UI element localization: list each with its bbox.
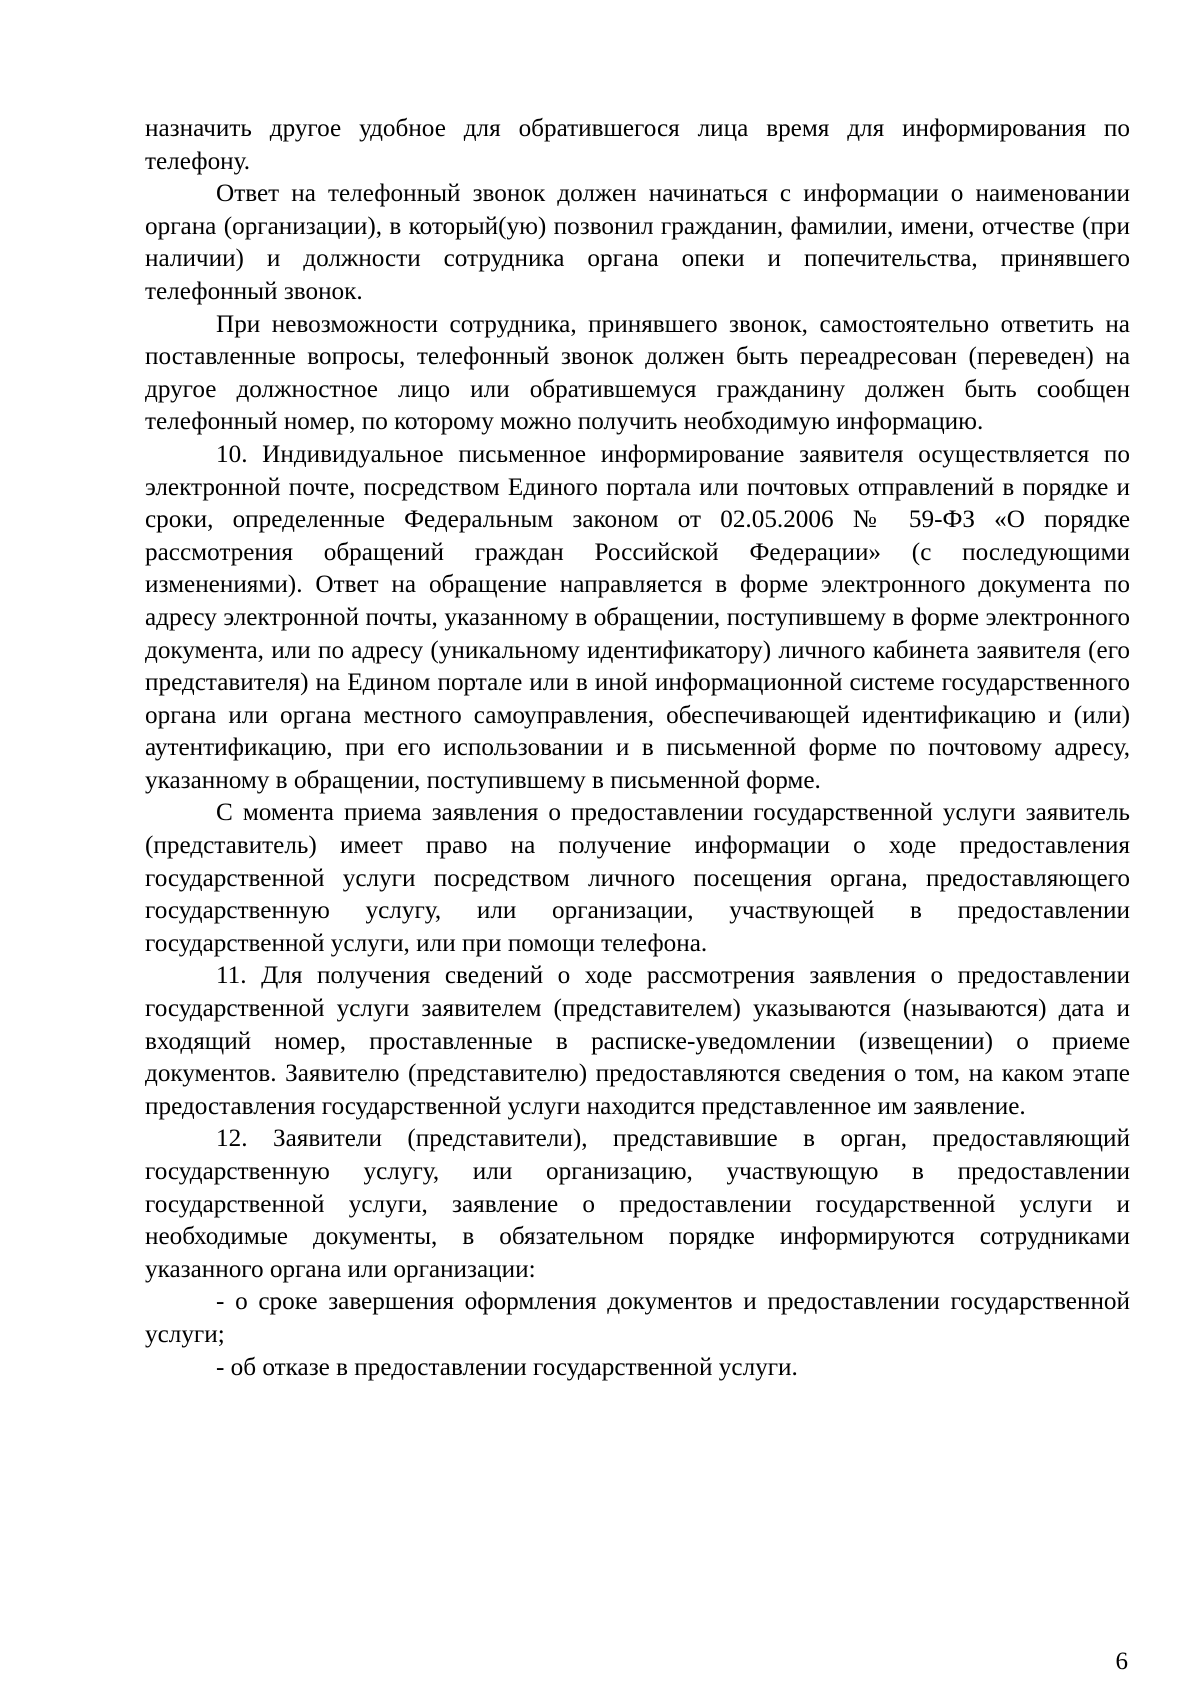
page-number: 6 [1115, 1648, 1128, 1675]
paragraph-continuation: назначить другое удобное для обратившегося лица время для информирования по телефону. [145, 115, 1130, 175]
paragraph-item-11: 11. Для получения сведений о ходе рассмотрения заявления о предоставлении государственной услуги заявителем (представителем) указываются (называются) дата и входящий номер, проставленные в расписке-уведомлении (извещении) о приеме документов. Заявителю (представителю) предоставляются сведения о том, на каком этапе предоставления государственной услуги находится представленное им заявление. [145, 962, 1130, 1120]
document-body [145, 113, 1130, 1384]
paragraph-phone-answer: Ответ на телефонный звонок должен начинаться с информации о наименовании органа (организации), в который(ую) позвонил гражданин, фамилии, имени, отчестве (при наличии) и должности сотрудника органа опеки и попечительства, принявшего телефонный звонок. [145, 180, 1130, 305]
paragraph-item-10: 10. Индивидуальное письменное информирование заявителя осуществляется по электронной почте, посредством Единого портала или почтовых отправлений в порядке и сроки, определенные Федеральным законом от 02.05.2006 № 59-ФЗ «О порядке рассмотрения обращений граждан Российской Федерации» (с последующими изменениями). Ответ на обращение направляется в форме электронного документа по адресу электронной почты, указанному в обращении, поступившему в форме электронного документа, или по адресу (уникальному идентификатору) личного кабинета заявителя (его представителя) на Едином портале или в иной информационной системе государственного органа или органа местного самоуправления, обеспечивающей идентификацию и (или) аутентификацию, при его использовании и в письменной форме по почтовому адресу, указанному в обращении, поступившему в письменной форме. [145, 440, 1130, 794]
paragraph-item-12: 12. Заявители (представители), представившие в орган, предоставляющий государственную услугу, или организацию, участвующую в предоставлении государственной услуги, заявление о предоставлении государственной услуги и необходимые документы, в обязательном порядке информируются сотрудниками указанного органа или организации: [145, 1125, 1130, 1283]
list-item-deadline: - о сроке завершения оформления документов и предоставлении государственной услуги; [145, 1288, 1130, 1348]
list-item-refusal: - об отказе в предоставлении государственной услуги. [216, 1353, 798, 1381]
paragraph-application-status-info: С момента приема заявления о предоставлении государственной услуги заявитель (представитель) имеет право на получение информации о ходе предоставления государственной услуги посредством личного посещения органа, предоставляющего государственную услугу, или организации, участвующей в предоставлении государственной услуги, или при помощи телефона. [145, 799, 1130, 957]
paragraph-call-redirect: При невозможности сотрудника, принявшего звонок, самостоятельно ответить на поставленные вопросы, телефонный звонок должен быть переадресован (переведен) на другое должностное лицо или обратившемуся гражданину должен быть сообщен телефонный номер, по которому можно получить необходимую информацию. [145, 310, 1130, 436]
